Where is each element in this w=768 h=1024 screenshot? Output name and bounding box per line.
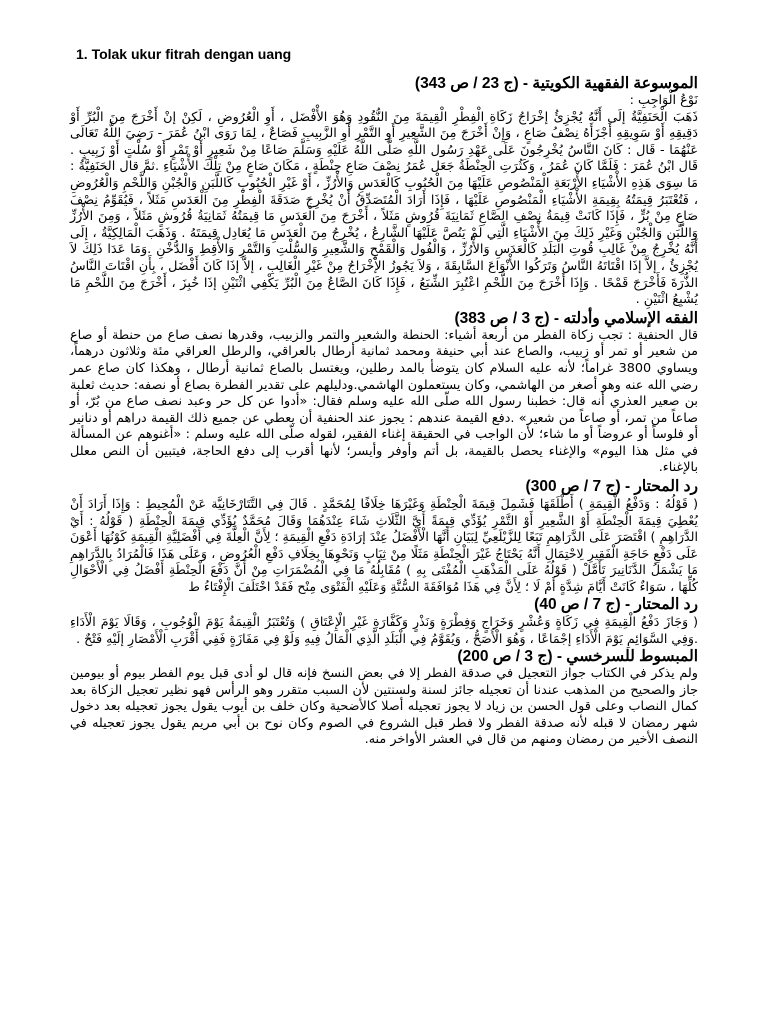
paragraph: ( وَجَازَ دَفْعُ الْقِيمَةِ فِي زَكَاةٍ وَعُشْرٍ وَخَرَاجٍ وَفِطْرَةٍ وَنَذْرٍ وَكَفَّارَةِ غَيْرِ الْإِعْتَاقِ ) وَتُعْتَبَرُ الْقِيمَةُ يَوْمَ الْوُجُوبِ ، وَقَالَا يَوْمَ الْأَدَاءِ .وَفِي السَّوَائِمِ يَوْمَ الْأَدَاءِ إجْمَاعًا ، وَهُوَ الْأَصَحُّ ، وَيُقَوَّمُ فِي الْبَلَدِ الَّذِي الْمَالُ فِيهِ وَلَوْ فِي مَفَازَةٍ فَفِي أَقْرَبِ الْأَمْصَارِ إلَيْهِ فَتْحٌ .: [70, 614, 698, 646]
paragraph: قال الحنفية : تجب زكاة الفطر من أربعة أشياء: الحنطة والشعير والتمر والزبيب، وقدرها نصف صاع من حنطة أو صاع من شعير أو تمر أو زبيب، والصاع عند أبي حنيفة ومحمد ثمانية أرطال بالعراقي، والرطل العراقي مئة وثلاثون درهماً، ويساوي 3800 غراماً؛ لأنه عليه السلام كان يتوضأ بالمد رطلين، ويغتسل بالصاع ثمانية أرطال ، وهكذا كان صاع عمر رضي الله عنه وهو أصغر من الهاشمي، وكان يستعملون الهاشمي.ودليلهم على تقدير الفطرة بصاع أو نصفه: حديث ثعلبة بن صعير العذري أنه قال: خطبنا رسول الله صلّى الله عليه وسلم فقال: «أدوا عن كل حر وعبد نصف صاع من بُرّ، أو صاعاً من تمر، أو صاعاً من شعير» .دفع القيمة عندهم : يجوز عند الحنفية أن يعطي عن جميع ذلك القيمة دراهم أو دنانير أو فلوساً أو عروضاً أو ما شاء؛ لأن الواجب في الحقيقة إغناء الفقير، لقوله صلّى الله عليه وسلم : «أغنوهم عن المسألة في مثل هذا اليوم» والإغناء يحصل بالقيمة، بل أتم وأوفر وأيسر؛ لأنها أقرب إلى دفع الحاجة، فيتبين أن النص معلل بالإغناء.: [70, 327, 698, 476]
source-title: رد المحتار - (ج 7 / ص 300): [525, 478, 698, 496]
paragraph: ( قَوْلُهُ : وَدَفْعُ الْقِيمَةِ ) أَطْلَقَهَا فَشَمِلَ قِيمَةَ الْحِنْطَةِ وَغَيْرَهَا خِلَافًا لِمُحَمَّدٍ . قَالَ فِي التَّتَارْخَانِيَّة عَنْ الْمُحِيطِ : وَإِذَا أَرَادَ أَنْ يُعْطِيَ قِيمَةَ الْحِنْطَةِ أَوْ الشَّعِيرِ أَوْ التَّمْرِ يُؤَدِّي قِيمَةً أَيَّ الثَّلَاثِ شَاءَ عِنْدَهُمَا وَقَالَ مُحَمَّدٌ يُؤَدِّي قِيمَةَ الْحِنْطَةِ ( قَوْلُهُ : أَيْ الدَّرَاهِمِ ) اقْتَصَرَ عَلَى الدَّرَاهِمِ تَبَعًا لِلزَّيْلَعِيِّ لِبَيَانِ أَنَّهَا الْأَفْضَلُ عِنْدَ إرَادَةِ دَفْعِ الْقِيمَةِ ؛ لِأَنَّ الْعِلَّةَ فِي أَفْضَلِيَّةِ الْقِيمَةِ كَوْنُهَا أَعْوَنَ عَلَى دَفْعِ حَاجَةِ الْفَقِيرِ لِاحْتِمَالِ أَنَّهُ يَحْتَاجُ غَيْرَ الْحِنْطَةِ مَثَلًا مِنْ ثِيَابٍ وَنَحْوِهَا بِخِلَافِ دَفْعِ الْعُرُوضِ ، وَعَلَى هَذَا فَالْمُرَادُ بِالدَّرَاهِمِ مَا يَشْمَلُ الدَّنَانِيرَ تَأَمَّلْ ( قَوْلُهُ عَلَى الْمَذْهَبِ الْمُفْتَى بِهِ ) مُقَابِلُهُ مَا فِي الْمُضْمَرَاتِ مِنْ أَنَّ دَفْعَ الْحِنْطَةِ أَفْضَلُ فِي الْأَحْوَالِ كُلِّهَا ، سَوَاءٌ كَانَتْ أَيَّامَ شِدَّةٍ أَمْ لَا ؛ لِأَنَّ فِي هَذَا مُوَافَقَةَ السُّنَّةِ وَعَلَيْهِ الْفَتْوَى مِنْح فَقَدْ اخْتَلَفَ الْإِفْتَاءُ ط: [70, 496, 698, 594]
source-title: الفقه الإسلامي وأدلته - (ج 3 / ص 383): [454, 309, 698, 327]
source-title: الموسوعة الفقهية الكويتية - (ج 23 / ص 343): [414, 75, 698, 92]
document-body: [70, 74, 698, 749]
paragraph: ولم يذكر في الكتاب جواز التعجيل في صدقة الفطر إلا في بعض النسخ فإنه قال لو أدى قبل يوم الفطر بيوم أو بيومين جاز والصحيح من المذهب عندنا أن تعجيله جائز لسنة ولسنتين لأن السبب متقرر وهو الرأس فهو نظير تعجيل الزكاة بعد كمال النصاب وعلى قول الحسن بن زياد لا يجوز تعجيله أصلا كالأضحية وكان خلف بن أيوب يقول يجوز تعجيله بعد دخول شهر رمضان لا قبله لأنه صدقة الفطر ولا فطر قبل الشروع في الصوم وكان نوح بن أبي مريم يقول يجوز تعجيله في النصف الأخير من رمضان ومنهم من قال في العشر الأواخر منه.: [70, 666, 698, 748]
source-title: المبسوط للسرخسي - (ج 3 / ص 200): [457, 648, 698, 666]
item-heading: 1. Tolak ukur fitrah dengan uang: [76, 46, 292, 62]
paragraph: ذَهَبَ الْحَنَفِيَّةُ إلَى أَنَّهُ يُجْزِئُ إخْرَاجُ زَكَاةِ الْفِطْرِ الْقِيمَةَ مِنَ النُّقُودِ وَهُوَ الأْفْضَل ، أَوِ الْعُرُوضِ ، لَكِنْ إنْ أَخْرَجَ مِنَ الْبُرِّ أَوْ دَقِيقِهِ أَوْ سَوِيقِهِ أَجْزَأَهُ نِصْفُ صَاعٍ ، وَإِنْ أَخْرَجَ مِنَ الشَّعِيرِ أَوِ التَّمْرِ أَوِ الزَّبِيبِ فَصَاعٌ ، لِمَا رَوَى ابْنُ عُمَرَ - رَضِيَ اللَّهُ تَعَالَى عَنْهُمَا - قَال : كَانَ النَّاسُ يُخْرِجُونَ عَلَى عَهْدِ رَسُول اللَّهِ صَلَّى اللَّهُ عَلَيْهِ وَسَلَّمَ صَاعًا مِنْ شَعِيرٍ أَوْ تَمْرٍ أَوْ سُلْتٍ أَوْ زَبِيبٍ . قَال ابْنُ عُمَرَ : فَلَمَّا كَانَ عُمَرُ ، وَكَثُرَتِ الْحِنْطَةُ جَعَل عُمَرُ نِصْفَ صَاعِ حِنْطَةٍ ، مَكَانَ صَاعٍ مِنْ تِلْكَ الأْشْيَاءِ .ثمَّ قال الحَنَفِيَّةُ : مَا سِوَى هَذِهِ الأْشْيَاءِ الأْرْبَعَةِ الْمَنْصُوصِ عَلَيْهَا مِنَ الْحُبُوبِ كَالْعَدَسِ وَالأْرُزِّ ، أَوْ غَيْرِ الْحُبُوبِ كَاللَّبَنِ وَالْجُبْنِ وَاللَّحْمِ وَالْعُرُوضِ ، فَتُعْتَبَرُ قِيمَتُهُ بِقِيمَةِ الأْشْيَاءِ الْمَنْصُوصِ عَلَيْهَا ، فَإِذَا أَرَادَ الْمُتَصَدِّقُ أَنْ يُخْرِجَ صَدَقَةَ الْفِطْرِ مِنَ الْعَدَسِ مَثَلاً ، فَيُقَوِّمُ نِصْفَ صَاعٍ مِنْ بُرٍّ ، فَإِذَا كَانَتْ قِيمَةُ نِصْفِ الصَّاعِ ثَمَانِيَةَ قُرُوشٍ مَثَلاً ، أَخْرَجَ مِنَ الْعَدَسِ مَا قِيمَتُهُ ثَمَانِيَةُ قُرُوشٍ مَثَلاً ، وَمِنَ الأْرُزِّ وَاللَّبَنِ وَالْجُبْنِ وَغَيْرِ ذَلِكَ مِنَ الأْشْيَاءِ الَّتِي لَمْ يَنُصَّ عَلَيْهَا الشَّارِعُ ، يُخْرِجُ مِنَ الْعَدَسِ مَا يُعَادِل قِيمَتَهُ . وَذَهَبَ الْمَالِكِيَّةُ ، إلَى أَنَّهُ يُخْرِجُ مِنْ غَالِبِ قُوتِ الْبَلَدِ كَالْعَدَسِ وَالأْرُزِّ ، وَالْفُول وَالْقَمْحِ وَالشَّعِيرِ وَالسُّلْتِ وَالتَّمْرِ وَالأْقِطِ وَالدُّخْنِ .وَمَا عَدَا ذَلِكَ لاَ يُجْزِئُ ، إلاَّ إذَا اقْتَاتَهُ النَّاسُ وَتَرَكُوا الأْنْوَاعَ السَّابِقَةَ ، وَلاَ يَجُوزُ الإْخْرَاجُ مِنْ غَيْرِ الْغَالِبِ ، إلاَّ إذَا كَانَ أَفْضَل ، بِأَنِ اقْتَاتَ النَّاسُ الذُّرَةَ فَأَخْرَجَ قَمْحًا . وَإِذَا أَخْرَجَ مِنَ اللَّحْمِ اعْتُبِرَ الشِّبَعُ ، فَإِذَا كَانَ الصَّاعُ مِنَ الْبُرِّ يَكْفِي اثْنَيْنِ إذَا خُبِزَ ، أَخْرَجَ مِنَ اللَّحْمِ مَا يُشْبِعُ اثْنَيْنِ .: [70, 109, 698, 308]
source-title: رد المحتار - (ج 7 / ص 40): [534, 596, 698, 614]
paragraph: نَوْعُ الْوَاجِبِ :: [629, 93, 698, 108]
